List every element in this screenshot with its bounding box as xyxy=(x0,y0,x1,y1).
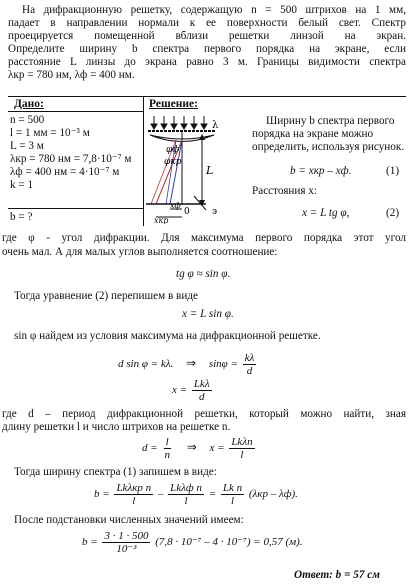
equation-7-tail: (λкр – λф). xyxy=(248,488,298,501)
equation-1-number: (1) xyxy=(386,165,400,177)
equation-4-fraction xyxy=(243,352,257,377)
equation-7-denominator-2: l xyxy=(184,495,188,507)
x-kr-label: xкр xyxy=(154,216,169,224)
equation-6-lhs: d = xyxy=(142,442,158,455)
problem-line-4: Определите ширину b спектра первого порядка на экране, если xyxy=(8,43,406,55)
equation-5-denominator: d xyxy=(198,391,205,403)
incident-light-arrows xyxy=(151,116,207,129)
equation-5 xyxy=(172,378,214,403)
equation-4-left: d sin φ = kλ. xyxy=(118,358,174,371)
solution-text-line-3: определить, используя рисунок. xyxy=(252,141,405,153)
equation-4-denominator: d xyxy=(246,365,253,377)
equation-4-numerator: kλ xyxy=(244,352,255,364)
solution-text-line-1: Ширину b спектра первого xyxy=(266,115,395,127)
equation-7-lhs: b = xyxy=(94,488,110,501)
approx-equation: tg φ ≈ sin φ. xyxy=(176,268,231,280)
body-paragraph-6: После подстановки численных значений имеем: xyxy=(14,514,244,526)
body-paragraph-2: Тогда уравнение (2) перепишем в виде xyxy=(14,290,198,302)
body-paragraph-1-line-2: очень мал. А для малых углов выполняется соотношение: xyxy=(2,246,278,258)
equation-7-numerator-3: Lk n xyxy=(222,482,243,494)
given-item: l = 1 мм = 10⁻³ м xyxy=(10,127,90,139)
body-paragraph-5: Тогда ширину спектра (1) запишем в виде: xyxy=(14,466,217,478)
zero-label: 0 xyxy=(184,207,190,217)
screen-label: э xyxy=(212,207,218,217)
equation-8-denominator: 10⁻³ xyxy=(116,543,137,555)
solution-header: Решение: xyxy=(149,98,198,110)
equation-5-numerator: Lkλ xyxy=(193,378,210,390)
answer: Ответ: b = 57 см xyxy=(294,569,380,581)
phi-kr-label: φкр xyxy=(164,157,182,167)
equation-2: x = L tg φ, xyxy=(302,207,350,219)
body-paragraph-1-line-1: где φ - угол дифракции. Для максимума первого порядка этот угол xyxy=(2,232,406,244)
equation-6 xyxy=(142,436,257,461)
phi-f-label: φф xyxy=(166,145,180,155)
equation-5-lhs: x = xyxy=(172,384,188,397)
problem-line-1: На дифракционную решетку, содержащую n = 500 штрихов на 1 мм, xyxy=(22,4,406,16)
equation-7-fraction-3 xyxy=(221,482,244,507)
equation-6-fraction-2 xyxy=(229,436,254,461)
given-item: k = 1 xyxy=(10,179,34,191)
equation-6-numerator: l xyxy=(165,436,169,448)
equation-7-numerator-1: Lkλкр n xyxy=(116,482,152,494)
equation-7: b = $\frac{\text{Lkλкр n}}{l}$ – $\frac{\text{Lkλф n}}{l}$ = $\frac{\text{Lk n}}{l}$ (λкр – λф). xyxy=(94,482,298,507)
equation-4-right-lhs: sinφ = xyxy=(208,358,238,371)
body-paragraph-4-line-1: где d – период дифракционной решетки, который можно найти, зная xyxy=(2,408,406,420)
equation-6-rhs: x = xyxy=(209,442,225,455)
equation-7-numerator-2: Lkλф n xyxy=(170,482,202,494)
equation-8 xyxy=(82,530,303,555)
problem-line-3: проецируется помещенной вблизи решетки линзой на экран. xyxy=(8,30,406,42)
equation-7-denominator-1: l xyxy=(132,495,136,507)
equation-8-lhs: b = xyxy=(82,536,98,549)
implies-arrow-icon: ⇒ xyxy=(186,356,197,371)
lambda-label: λ xyxy=(212,120,219,131)
given-unknown: b = ? xyxy=(10,211,33,223)
given-item: λкр = 780 нм = 7,8·10⁻⁷ м xyxy=(10,153,132,165)
table-divider xyxy=(143,96,144,226)
given-item: λф = 400 нм = 4·10⁻⁷ м xyxy=(10,166,120,178)
equation-6-denominator: n xyxy=(164,449,170,461)
problem-line-5: расстояние L линзы до экрана равно 3 м. Границы видимости спектра xyxy=(8,56,406,68)
equation-6-denominator-2: l xyxy=(240,449,244,461)
problem-line-2: падает в направлении нормали к ее поверхности белый свет. Спектр xyxy=(8,17,406,29)
equation-3: x = L sin φ. xyxy=(182,308,234,320)
solution-text-line-2: порядка на экране можно xyxy=(252,128,374,140)
distance-x-text: Расстояния x: xyxy=(252,185,318,197)
implies-arrow-icon: ⇒ xyxy=(186,440,197,455)
L-label: L xyxy=(206,164,214,177)
given-header: Дано: xyxy=(14,98,44,110)
equation-8-tail: (7,8 · 10⁻⁷ – 4 · 10⁻⁷) = 0,57 (м). xyxy=(155,536,303,549)
diffraction-figure xyxy=(146,112,250,224)
equation-6-fraction xyxy=(162,436,172,461)
problem-line-6: λкр = 780 нм, λф = 400 нм. xyxy=(8,69,135,81)
table-top-rule xyxy=(8,96,406,97)
equation-2-number: (2) xyxy=(386,207,400,219)
equation-7-fraction-2 xyxy=(168,482,204,507)
equation-7-fraction-1 xyxy=(114,482,153,507)
body-paragraph-3: sin φ найдем из условия максимума на дифракционной решетке. xyxy=(14,330,321,342)
x-f-label: xф xyxy=(170,201,181,210)
given-item: L = 3 м xyxy=(10,140,44,152)
equation-8-fraction xyxy=(102,530,150,555)
equation-6-numerator-2: Lkλn xyxy=(231,436,253,448)
equation-8-numerator: 3 · 1 · 500 xyxy=(104,530,149,542)
equation-4 xyxy=(118,352,258,377)
equation-1: b = xкр – xф. xyxy=(290,165,352,177)
given-item: n = 500 xyxy=(10,114,45,126)
body-paragraph-4-line-2: длину решетки l и число штрихов на решетке n. xyxy=(2,421,231,433)
given-bottom-rule xyxy=(8,208,144,209)
equation-5-fraction xyxy=(192,378,212,403)
equation-7-denominator-3: l xyxy=(230,495,235,507)
screen-hatch xyxy=(194,196,206,210)
